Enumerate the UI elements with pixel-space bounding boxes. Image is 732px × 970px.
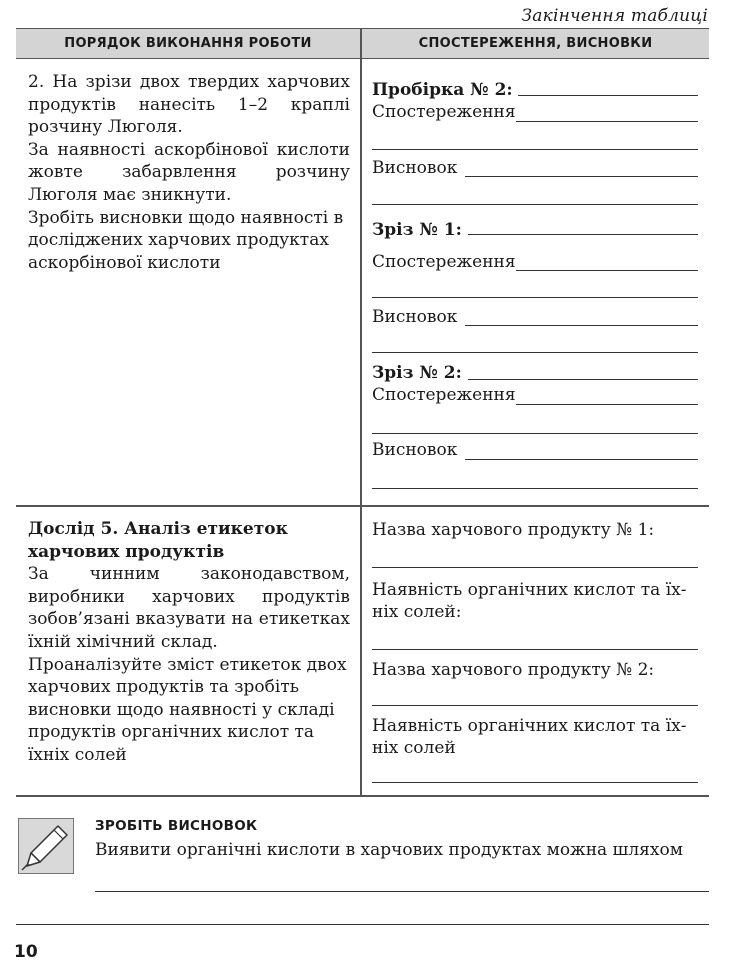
cut1-answer-line[interactable] xyxy=(468,234,698,235)
instruction-ascorbic: За наявності аскорбінової кислоти жовте забарвлення розчину Люголя має зникнути. xyxy=(28,139,350,205)
tube2-conclusion-line[interactable] xyxy=(465,176,698,177)
conclusion-title: ЗРОБІТЬ ВИСНОВОК xyxy=(95,818,258,834)
product1-answer-line[interactable] xyxy=(372,567,698,568)
conclusion-answer-line[interactable] xyxy=(95,891,709,892)
row-divider xyxy=(16,505,709,507)
instruction-step-2: 2. На зрізи двох твердих харчових продуктів нанесіть 1–2 краплі розчину Люголя. xyxy=(28,72,350,138)
tube2-conclusion-label: Висновок xyxy=(372,158,458,178)
cut2-observation-line[interactable] xyxy=(516,404,698,405)
experiment-5-title: Дослід 5. Аналіз етикеток харчових продуктів xyxy=(28,519,288,562)
lab-table xyxy=(16,28,709,797)
acids2-label: Наявність органічних кислот та їх-ніх солей xyxy=(372,716,687,758)
acids1-answer-line[interactable] xyxy=(372,649,698,650)
conclusion-prompt: Виявити органічні кислоти в харчових продуктах можна шляхом xyxy=(95,840,683,860)
conclusion-answer-line-2[interactable] xyxy=(16,924,709,925)
pencil-icon xyxy=(18,818,74,874)
row1-instructions xyxy=(28,71,350,274)
cut2-label: Зріз № 2: xyxy=(372,363,462,383)
cut2-conclusion-label: Висновок xyxy=(372,440,458,460)
cut2-answer-line[interactable] xyxy=(468,379,698,380)
header-procedure: ПОРЯДОК ВИКОНАННЯ РОБОТИ xyxy=(16,29,360,59)
cut1-observation-line-2[interactable] xyxy=(372,297,698,298)
cut2-observation-label: Спостереження xyxy=(372,385,516,405)
tube2-observation-line[interactable] xyxy=(516,121,698,122)
tube2-answer-line[interactable] xyxy=(518,95,698,96)
cut1-observation-line[interactable] xyxy=(516,270,698,271)
cut2-observation-line-2[interactable] xyxy=(372,433,698,434)
instruction-analyze-labels: Проаналізуйте зміст етикеток двох харчових продуктів та зробіть висновки щодо наявності у складі продуктів органічних кислот та їхніх солей xyxy=(28,654,347,765)
acids1-label: Наявність органічних кислот та їх-ніх солей: xyxy=(372,580,687,622)
table-continuation-label: Закінчення таблиці xyxy=(521,6,708,26)
tube2-conclusion-line-2[interactable] xyxy=(372,204,698,205)
instruction-conclusion: Зробіть висновки щодо наявності в досліджених харчових продуктах аскорбінової кислоти xyxy=(28,207,344,273)
cut2-conclusion-line[interactable] xyxy=(465,459,698,460)
tube2-observation-line-2[interactable] xyxy=(372,149,698,150)
tube2-label: Пробірка № 2: xyxy=(372,80,513,100)
header-observations: СПОСТЕРЕЖЕННЯ, ВИСНОВКИ xyxy=(362,29,709,59)
cut1-conclusion-line[interactable] xyxy=(465,325,698,326)
acids2-answer-line[interactable] xyxy=(372,782,698,783)
cut1-label: Зріз № 1: xyxy=(372,220,462,240)
column-divider xyxy=(360,29,362,797)
instruction-legislation: За чинним законодавством, виробники харчових продуктів зобов’язані вказувати на етикетках їхній хімічний склад. xyxy=(28,564,350,652)
product2-label: Назва харчового продукту № 2: xyxy=(372,660,655,680)
cut1-conclusion-label: Висновок xyxy=(372,307,458,327)
tube2-observation-label: Спостереження xyxy=(372,102,516,122)
table-bottom-border xyxy=(16,795,709,797)
product2-answer-line[interactable] xyxy=(372,705,698,706)
cut1-conclusion-line-2[interactable] xyxy=(372,352,698,353)
cut2-conclusion-line-2[interactable] xyxy=(372,488,698,489)
product1-label: Назва харчового продукту № 1: xyxy=(372,520,655,540)
row2-instructions xyxy=(28,518,350,767)
page-number: 10 xyxy=(14,942,38,962)
cut1-observation-label: Спостереження xyxy=(372,252,516,272)
